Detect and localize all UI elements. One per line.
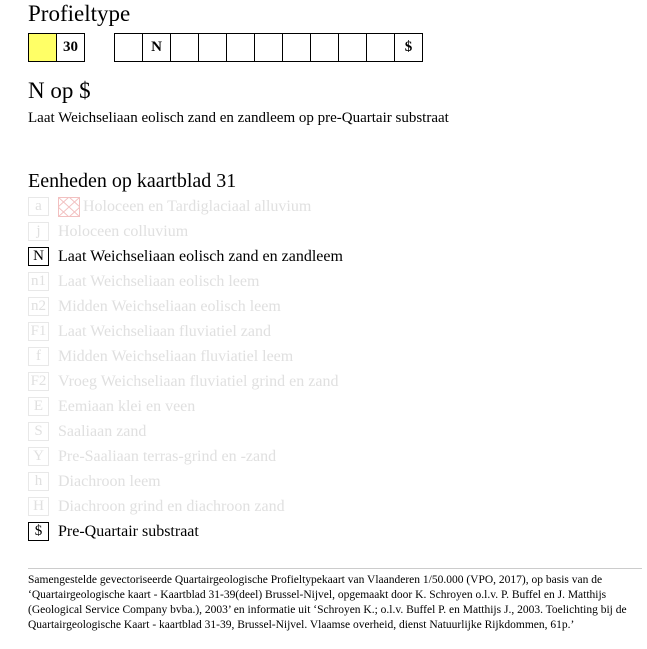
unit-label: Diachroon grind en diachroon zand	[58, 497, 285, 515]
unit-label: Eemiaan klei en veen	[58, 397, 196, 415]
unit-label: Holoceen colluvium	[58, 222, 189, 240]
unit-code: f	[28, 347, 49, 366]
unit-label: Diachroon leem	[58, 472, 161, 490]
unit-item	[28, 394, 343, 419]
unit-code: F1	[28, 322, 49, 341]
unit-code: n2	[28, 297, 49, 316]
profile-cell	[338, 33, 367, 62]
profile-cell: $	[394, 33, 423, 62]
unit-code: Y	[28, 447, 49, 466]
unit-label: Laat Weichseliaan eolisch zand en zandleem	[58, 247, 343, 265]
unit-item	[28, 494, 343, 519]
unit-item	[28, 319, 343, 344]
unit-item	[28, 519, 343, 544]
profile-cells	[28, 33, 423, 62]
profile-cell: N	[142, 33, 171, 62]
profile-color-swatch	[28, 33, 57, 62]
unit-code: h	[28, 472, 49, 491]
unit-code: N	[28, 247, 49, 266]
unit-code: F2	[28, 372, 49, 391]
profile-cell	[226, 33, 255, 62]
profile-cell	[366, 33, 395, 62]
cross-hatch-pattern-icon	[58, 197, 80, 217]
unit-item	[28, 269, 343, 294]
unit-label: Holoceen en Tardiglaciaal alluvium	[83, 197, 312, 215]
unit-label: Midden Weichseliaan eolisch leem	[58, 297, 281, 315]
unit-label: Pre-Saaliaan terras-grind en -zand	[58, 447, 277, 465]
unit-code: $	[28, 522, 49, 541]
unit-item	[28, 444, 343, 469]
unit-label: Pre-Quartair substraat	[58, 522, 199, 540]
unit-item	[28, 469, 343, 494]
profile-cell	[282, 33, 311, 62]
unit-label: Laat Weichseliaan eolisch leem	[58, 272, 260, 290]
unit-code: n1	[28, 272, 49, 291]
unit-code: j	[28, 222, 49, 241]
profile-code: N op $	[28, 78, 91, 103]
unit-item	[28, 194, 343, 219]
unit-code: E	[28, 397, 49, 416]
unit-item	[28, 294, 343, 319]
unit-label: Vroeg Weichseliaan fluviatiel grind en zand	[58, 372, 339, 390]
unit-code: S	[28, 422, 49, 441]
footer-text: Samengestelde gevectoriseerde Quartairgeologische Profieltypekaart van Vlaanderen 1/50.000 (VPO, 2017), op basis van de ‘Quartairgeologische kaart - Kaartblad 31-39(deel) Brussel-Nijvel, opgemaakt door K. Schroyen o.l.v. P. Buffel en J. Matthijs (Geological Service Company bvba.), 2003’ en informatie uit ‘Schroyen K.; o.l.v. Buffel P. en Matthijs J., 2003. Toelichting bij de Quartairgeologische Kaart - kaartblad 31-39, Brussel-Nijvel. Vlaamse overheid, dienst Natuurlijke Rijkdommen, 61p.’	[28, 574, 627, 631]
map-code-cell: 30	[56, 33, 85, 62]
unit-label: Midden Weichseliaan fluviatiel leem	[58, 347, 294, 365]
units-title: Eenheden op kaartblad 31	[28, 170, 237, 192]
profile-cell	[198, 33, 227, 62]
footer-divider	[28, 568, 642, 569]
profile-cell	[254, 33, 283, 62]
unit-item	[28, 344, 343, 369]
unit-label: Saaliaan zand	[58, 422, 147, 440]
unit-item	[28, 244, 343, 269]
profile-cell	[170, 33, 199, 62]
unit-label: Laat Weichseliaan fluviatiel zand	[58, 322, 271, 340]
profile-cell	[114, 33, 143, 62]
units-list	[28, 194, 343, 544]
unit-item	[28, 369, 343, 394]
unit-code: H	[28, 497, 49, 516]
profile-description: Laat Weichseliaan eolisch zand en zandleem op pre-Quartair substraat	[28, 110, 449, 126]
unit-item	[28, 419, 343, 444]
cells-gap	[85, 33, 114, 62]
unit-item	[28, 219, 343, 244]
unit-code: a	[28, 197, 49, 216]
profile-title: Profieltype	[28, 1, 131, 26]
profile-cell	[310, 33, 339, 62]
